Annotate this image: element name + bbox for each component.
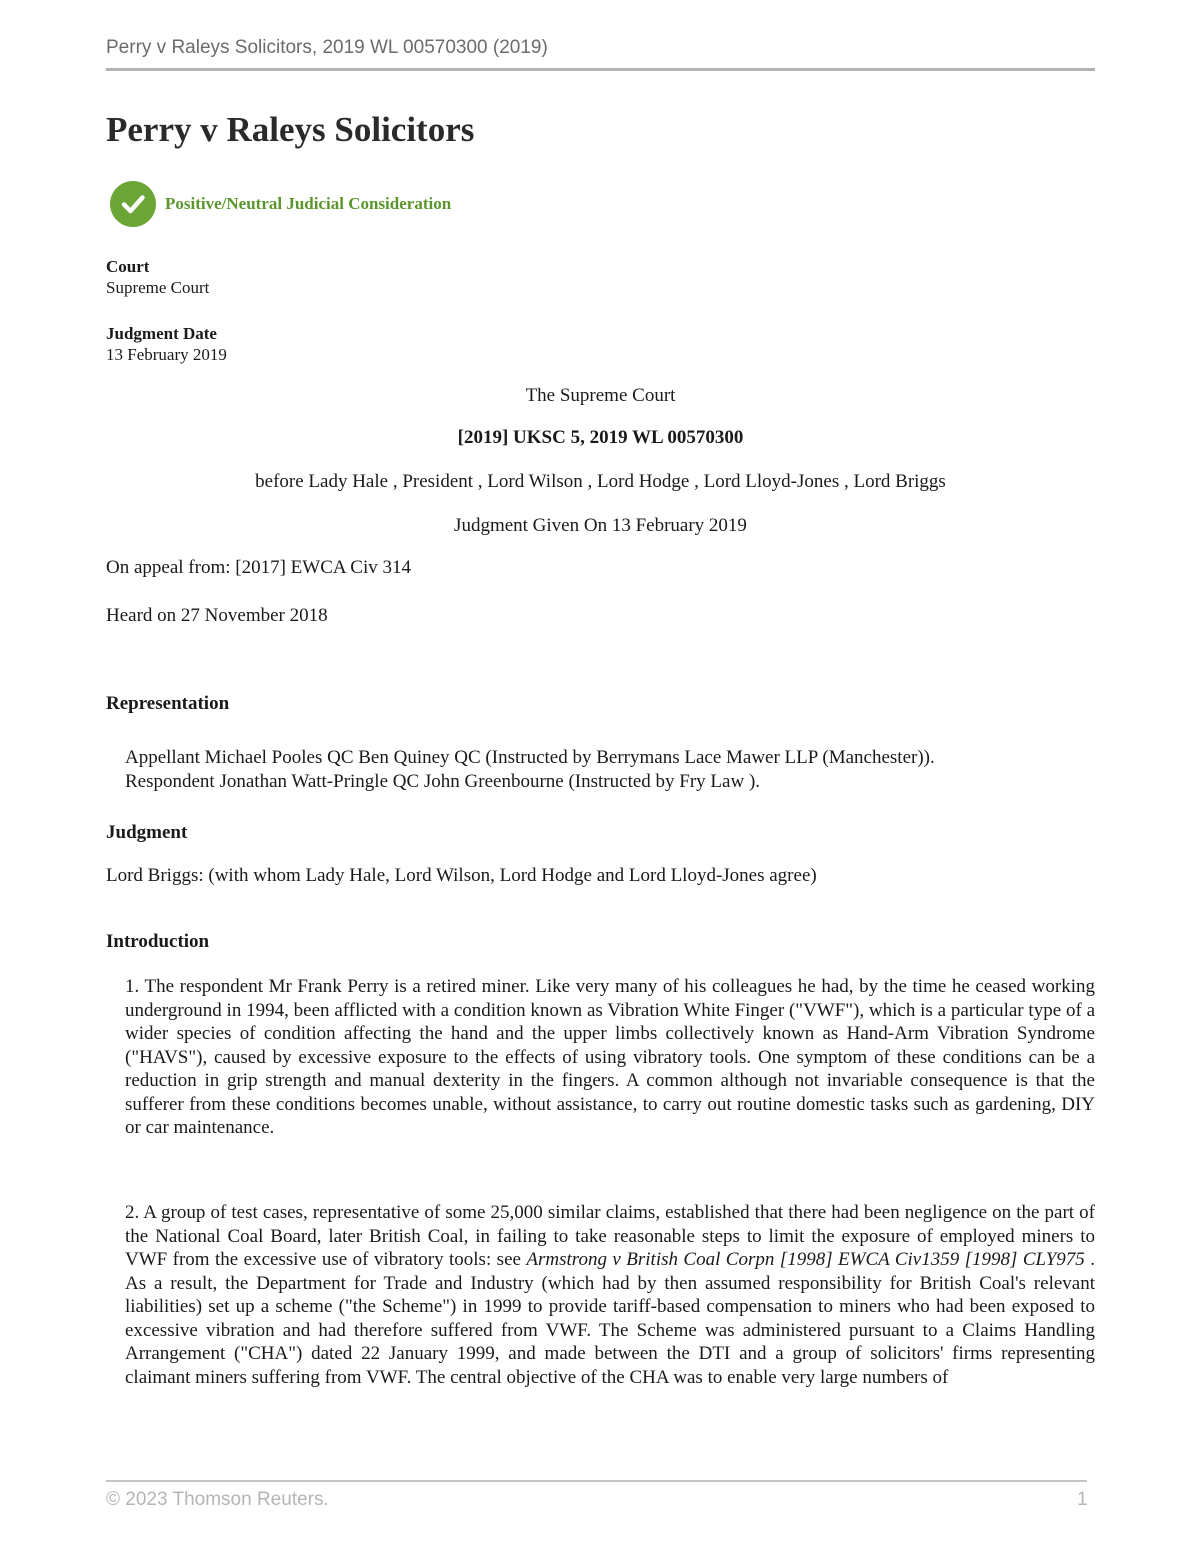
- footer-page-number: 1: [1077, 1489, 1088, 1510]
- paragraph-2: [125, 1201, 1095, 1389]
- judgment-intro: Lord Briggs: (with whom Lady Hale, Lord Wilson, Lord Hodge and Lord Lloyd-Jones agree): [106, 865, 817, 886]
- footer-divider: [106, 1480, 1087, 1482]
- paragraph-2-start: 2. A group of test cases, representative of some 25,000 similar claims, established that there had been negligence on the part of the National Coal Board, later British Coal, in failing to take reasonable steps to limit the exposure of employed miners to VWF from the excessive use of vibratory tools: see: [125, 1202, 1095, 1270]
- judgment-date-label: Judgment Date: [106, 324, 217, 343]
- document-title: Perry v Raleys Solicitors: [106, 110, 475, 149]
- court-meta: [106, 256, 209, 298]
- running-header: [106, 36, 1095, 71]
- representation-list: [125, 746, 935, 794]
- court-name: The Supreme Court: [525, 385, 676, 406]
- case-citation-link[interactable]: Armstrong v British Coal Corpn [1998] EWCA Civ1359 [1998] CLY975: [526, 1249, 1085, 1270]
- paragraph-2-end: . As a result, the Department for Trade and Industry (which had by then assumed responsibility for British Coal's relevant liabilities) set up a scheme ("the Scheme") in 1999 to provide tariff-based compensation to miners who had been exposed to excessive vibration and had therefore suffered from VWF. The Scheme was administered pursuant to a Claims Handling Arrangement ("CHA") dated 22 January 1999, and made between the DTI and a group of solicitors' firms representing claimant miners suffering from VWF. The central objective of the CHA was to enable very large numbers of: [125, 1249, 1095, 1388]
- court-value: Supreme Court: [106, 278, 210, 297]
- judgment-date-meta: [106, 323, 227, 365]
- heard-on: Heard on 27 November 2018: [106, 605, 328, 626]
- status-flag-label: Positive/Neutral Judicial Consideration: [165, 194, 452, 213]
- representation-heading: Representation: [106, 693, 230, 714]
- paragraph-1: 1. The respondent Mr Frank Perry is a retired miner. Like very many of his colleagues he had, by the time he ceased working underground in 1994, been afflicted with a condition known as Vibration White Finger ("VWF"), which is a particular type of a wider species of condition affecting the hand and the upper limbs collectively known as Hand-Arm Vibration Syndrome ("HAVS"), caused by excessive exposure to the effects of using vibratory tools. One symptom of these conditions can be a reduction in grip strength and manual dexterity in the fingers. A common although not invariable consequence is that the sufferer from these conditions becomes unable, without assistance, to carry out routine domestic tasks such as gardening, DIY or car maintenance.: [125, 976, 1095, 1138]
- citation: [2019] UKSC 5, 2019 WL 00570300: [457, 427, 744, 448]
- court-label: Court: [106, 257, 150, 276]
- appellant-counsel: Appellant Michael Pooles QC Ben Quiney QC (Instructed by Berrymans Lace Mawer LLP (Manchester)).: [125, 747, 935, 768]
- checkmark-icon: [110, 181, 156, 227]
- status-flag[interactable]: [110, 181, 451, 227]
- respondent-counsel: Respondent Jonathan Watt-Pringle QC John Greenbourne (Instructed by Fry Law ).: [125, 771, 761, 792]
- footer-copyright: © 2023 Thomson Reuters.: [106, 1489, 329, 1510]
- judgment-heading: Judgment: [106, 822, 188, 843]
- judgment-date-value: 13 February 2019: [106, 345, 227, 364]
- appeal-from: On appeal from: [2017] EWCA Civ 314: [106, 557, 412, 578]
- introduction-heading: Introduction: [106, 931, 210, 952]
- bench: before Lady Hale , President , Lord Wilson , Lord Hodge , Lord Lloyd-Jones , Lord Briggs: [255, 471, 946, 492]
- judgment-given: Judgment Given On 13 February 2019: [454, 515, 747, 536]
- running-title: Perry v Raleys Solicitors, 2019 WL 00570300 (2019): [106, 37, 548, 58]
